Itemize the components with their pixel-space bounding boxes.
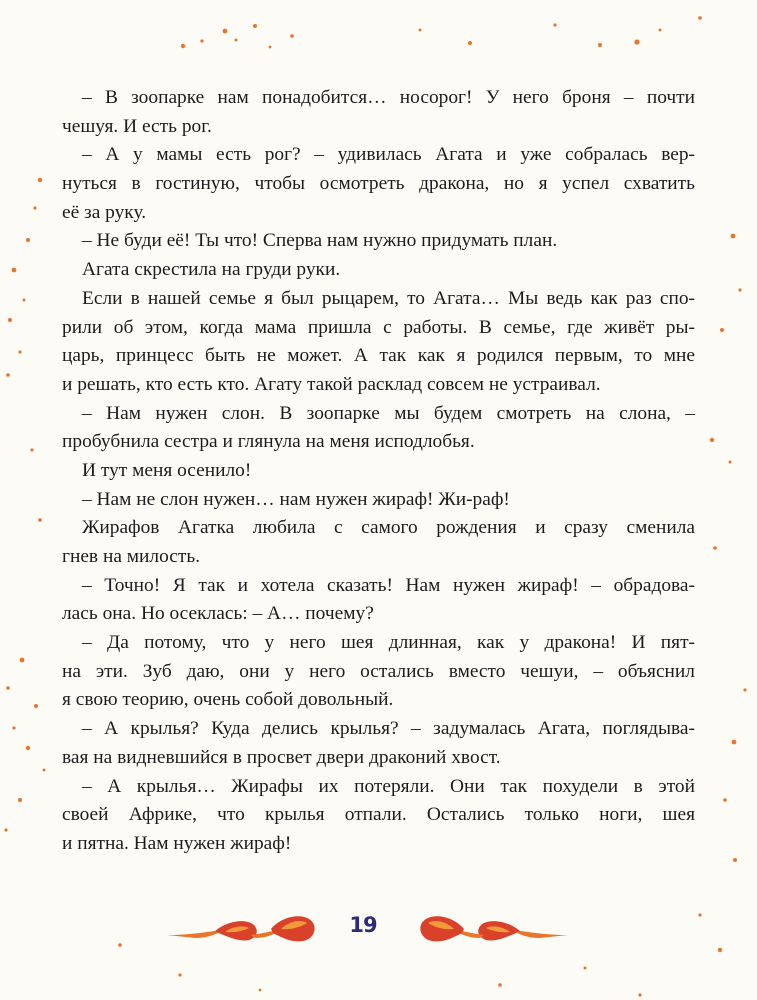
- flame-ornament-left-icon: [165, 909, 325, 949]
- text-line: И тут меня осенило!: [82, 459, 252, 481]
- text-line: чешуя. И есть рог.: [62, 115, 212, 137]
- text-line: своей Африке, что крылья отпали. Остались только ноги, шея: [62, 804, 695, 826]
- text-line: – Нам нужен слон. В зоопарке мы будем смотреть на слона, –: [82, 402, 695, 424]
- text-line: и пятна. Нам нужен жираф!: [62, 832, 292, 854]
- text-line: на эти. Зуб даю, они у него остались вместо чешуи, – объяснил: [62, 660, 695, 682]
- text-line: Если в нашей семье я был рыцарем, то Агата… Мы ведь как раз спо-: [82, 287, 695, 309]
- text-line: я свою теорию, очень собой довольный.: [62, 689, 394, 711]
- text-line: – Нам не слон нужен… нам нужен жираф! Жи-раф!: [82, 488, 510, 510]
- text-line: гнев на милость.: [62, 546, 201, 567]
- text-line: – Да потому, что у него шея длинная, как у дракона! И пят-: [82, 632, 695, 654]
- text-line: – А крылья? Куда делись крылья? – задумалась Агата, поглядыва-: [82, 718, 695, 740]
- text-line: рили об этом, когда мама пришла с работы. В семье, где живёт ры-: [62, 316, 695, 338]
- page-number: 19: [349, 913, 377, 937]
- text-line: – А у мамы есть рог? – удивилась Агата и уже собралась вер-: [82, 144, 695, 166]
- text-line: пробубнила сестра и глянула на меня исподлобья.: [62, 431, 475, 453]
- text-line: – Не буди её! Ты что! Сперва нам нужно придумать план.: [82, 230, 558, 252]
- text-line: и решать, кто есть кто. Агату такой расклад совсем не устраивал.: [62, 373, 601, 395]
- page-footer: [0, 903, 757, 953]
- text-line: – В зоопарке нам понадобится… носорог! У него броня – почти: [82, 87, 695, 108]
- text-line: её за руку.: [62, 201, 147, 223]
- story-text: [62, 84, 695, 859]
- text-line: Жирафов Агатка любила с самого рождения и сразу сменила: [82, 517, 695, 539]
- text-line: – А крылья… Жирафы их потеряли. Они так похудели в этой: [82, 775, 695, 797]
- text-line: царь, принцесс быть не может. А так как я родился первым, то мне: [62, 345, 695, 367]
- flame-ornament-right-icon: [410, 909, 570, 949]
- text-line: Агата скрестила на груди руки.: [82, 259, 341, 281]
- text-line: – Точно! Я так и хотела сказать! Нам нужен жираф! – обрадова-: [82, 574, 695, 596]
- text-line: вая на видневшийся в просвет двери драконий хвост.: [62, 746, 501, 768]
- text-line: нуться в гостиную, чтобы осмотреть дракона, но я успел схватить: [62, 173, 695, 195]
- text-line: лась она. Но осеклась: – А… почему?: [62, 603, 374, 625]
